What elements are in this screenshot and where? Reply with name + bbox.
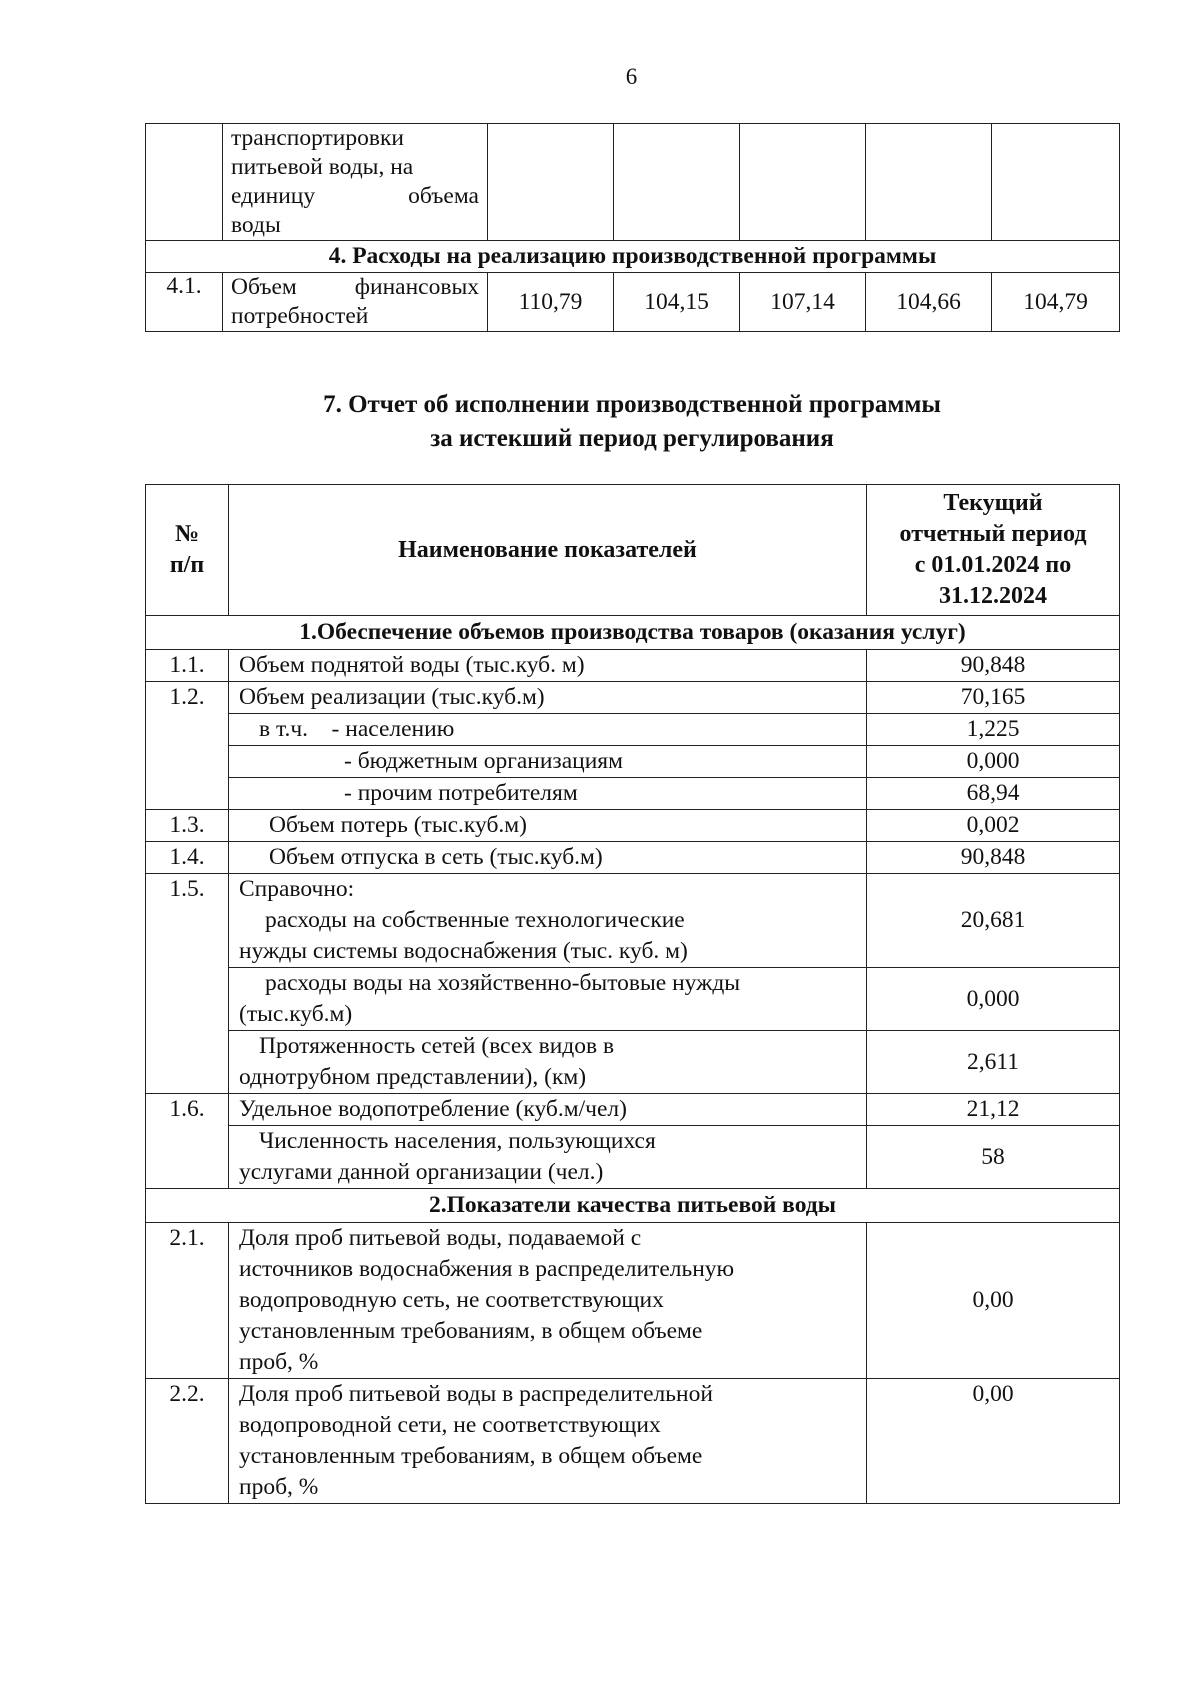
section-2-title: 2.Показатели качества питьевой воды [146, 1189, 1120, 1223]
value-cell: 104,79 [992, 273, 1120, 332]
indicator-name: Объем потерь (тыс.куб.м) [229, 810, 867, 842]
header-line: с 01.01.2024 по [914, 552, 1072, 578]
text-line: проб, % [239, 1474, 319, 1500]
indicator-name-cell [223, 273, 488, 332]
text-line: однотрубном представлении), (км) [239, 1064, 587, 1090]
indicator-value: 2,611 [867, 1031, 1120, 1094]
section-7-title [145, 388, 1119, 456]
text-line: потребностей [231, 303, 369, 329]
table-row [146, 810, 1120, 842]
section-row [146, 241, 1120, 273]
section-4-title: 4. Расходы на реализацию производственной программы [146, 241, 1120, 273]
indicator-name [229, 1223, 867, 1379]
header-name: Наименование показателей [229, 485, 867, 616]
text-line: расходы воды на хозяйственно-бытовые нужды [265, 970, 741, 996]
row-number: 4.1. [146, 273, 223, 332]
indicator-name [229, 1126, 867, 1189]
indicator-name: - бюджетным организациям [229, 746, 867, 778]
text-line: Доля проб питьевой воды, подаваемой с [239, 1225, 642, 1251]
table-row [146, 273, 1120, 332]
row-number: 2.1. [146, 1223, 229, 1379]
indicator-value: 0,00 [867, 1223, 1120, 1379]
indicator-value: 1,225 [867, 714, 1120, 746]
table-row [146, 1379, 1120, 1504]
value-cell [740, 124, 866, 241]
indicator-value: 20,681 [867, 874, 1120, 968]
row-number: 2.2. [146, 1379, 229, 1504]
header-num [146, 485, 229, 616]
indicator-name [229, 1031, 867, 1094]
indicator-name: - прочим потребителям [229, 778, 867, 810]
text-line: Объем финансовых [231, 274, 479, 300]
row-number: 1.3. [146, 810, 229, 842]
indicator-value: 0,00 [867, 1379, 1120, 1504]
text-line: установленным требованиям, в общем объеме [239, 1318, 703, 1344]
row-number: 1.5. [146, 874, 229, 1094]
table-row [146, 778, 1120, 810]
table-row [146, 1126, 1120, 1189]
table-row [146, 124, 1120, 241]
row-number: 1.6. [146, 1094, 229, 1189]
header-line: № [174, 521, 200, 547]
text-line: нужды системы водоснабжения (тыс. куб. м) [239, 938, 688, 964]
header-period [867, 485, 1120, 616]
header-line: Текущий [943, 490, 1043, 516]
indicator-value: 70,165 [867, 682, 1120, 714]
header-line: 31.12.2024 [939, 583, 1047, 609]
section-row [146, 616, 1120, 650]
table-row [146, 714, 1120, 746]
text-line: Протяженность сетей (всех видов в [259, 1033, 615, 1059]
text-line: водопроводной сети, не соответствующих [239, 1412, 661, 1438]
header-line: п/п [169, 552, 205, 578]
header-line: отчетный период [899, 521, 1087, 547]
indicator-name-cell [223, 124, 488, 241]
indicator-name: Объем поднятой воды (тыс.куб. м) [229, 650, 867, 682]
indicator-name: Объем отпуска в сеть (тыс.куб.м) [229, 842, 867, 874]
text-line: Доля проб питьевой воды в распределительной [239, 1381, 713, 1407]
indicator-name [229, 1379, 867, 1504]
num-cell [146, 124, 223, 241]
title-line: за истекший период регулирования [430, 425, 834, 452]
report-table [145, 484, 1120, 1504]
row-number: 1.1. [146, 650, 229, 682]
table-row [146, 874, 1120, 968]
text-line: единицу объема [231, 183, 479, 209]
table-row [146, 1031, 1120, 1094]
table-row [146, 1094, 1120, 1126]
row-number: 1.4. [146, 842, 229, 874]
text-line: проб, % [239, 1349, 319, 1375]
text-line [231, 153, 479, 182]
table-row [146, 842, 1120, 874]
value-cell [488, 124, 614, 241]
section-1-title: 1.Обеспечение объемов производства товаров (оказания услуг) [146, 616, 1120, 650]
table-row [146, 1223, 1120, 1379]
text-line: водопроводную сеть, не соответствующих [239, 1287, 664, 1313]
value-cell [992, 124, 1120, 241]
text-part: питьевой воды, на [231, 154, 414, 180]
indicator-value: 0,000 [867, 746, 1120, 778]
text-line: Справочно: [239, 876, 355, 902]
indicator-value: 21,12 [867, 1094, 1120, 1126]
indicator-value: 58 [867, 1126, 1120, 1189]
indicator-name: Удельное водопотребление (куб.м/чел) [229, 1094, 867, 1126]
table-row [146, 968, 1120, 1031]
value-cell: 110,79 [488, 273, 614, 332]
table-row [146, 746, 1120, 778]
indicator-value: 0,002 [867, 810, 1120, 842]
indicator-name: Объем реализации (тыс.куб.м) [229, 682, 867, 714]
indicator-name [229, 874, 867, 968]
indicator-value: 68,94 [867, 778, 1120, 810]
text-line: услугами данной организации (чел.) [239, 1159, 604, 1185]
value-cell: 107,14 [740, 273, 866, 332]
indicator-name [229, 968, 867, 1031]
value-cell [866, 124, 992, 241]
row-number: 1.2. [146, 682, 229, 810]
text-line: источников водоснабжения в распределительную [239, 1256, 735, 1282]
header-row [146, 485, 1120, 616]
text-line: установленным требованиям, в общем объеме [239, 1443, 703, 1469]
text-line: воды [231, 212, 281, 238]
table-row [146, 650, 1120, 682]
text-line: расходы на собственные технологические [265, 907, 685, 933]
table-row [146, 682, 1120, 714]
title-line: 7. Отчет об исполнении производственной программы [323, 391, 941, 418]
indicator-name: в т.ч. - населению [229, 714, 867, 746]
page-number: 6 [625, 64, 638, 89]
value-cell: 104,15 [614, 273, 740, 332]
value-cell: 104,66 [866, 273, 992, 332]
indicator-value: 90,848 [867, 842, 1120, 874]
indicator-value: 0,000 [867, 968, 1120, 1031]
indicator-value: 90,848 [867, 650, 1120, 682]
expenses-table [145, 123, 1120, 332]
text-line: (тыс.куб.м) [239, 1001, 353, 1027]
text-line: Численность населения, пользующихся [259, 1128, 656, 1154]
section-row [146, 1189, 1120, 1223]
text-line: транспортировки [231, 125, 404, 151]
value-cell [614, 124, 740, 241]
